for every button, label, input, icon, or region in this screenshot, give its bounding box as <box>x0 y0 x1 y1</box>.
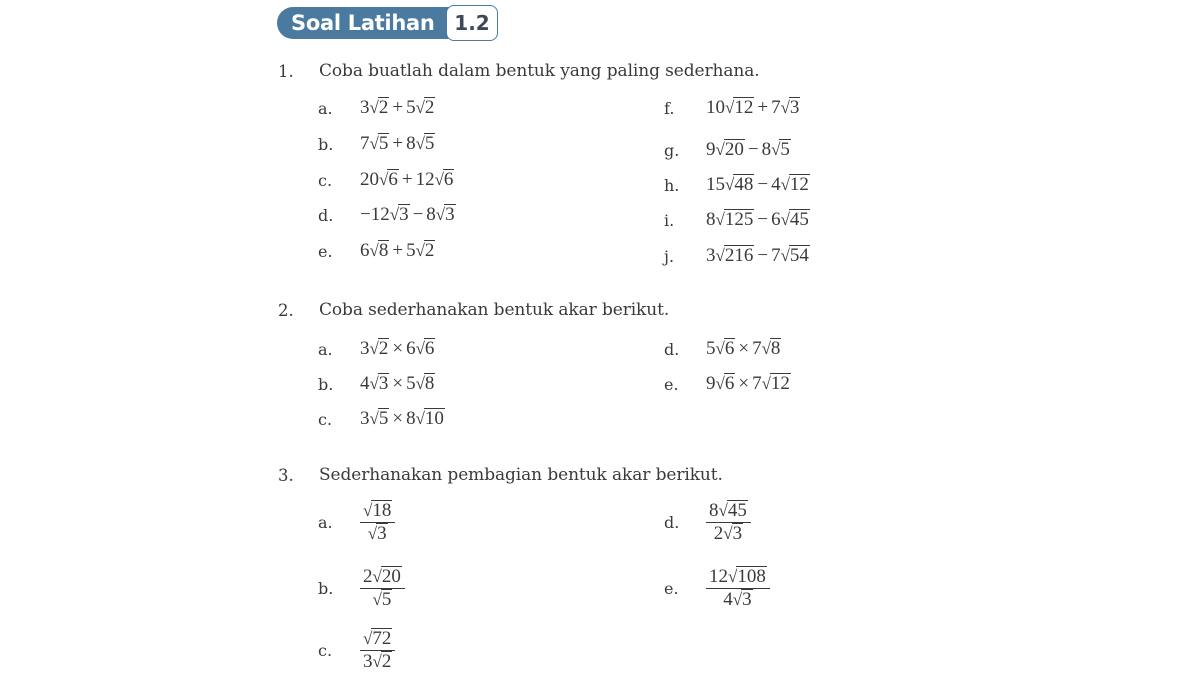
exercise-item <box>318 338 435 360</box>
item-label: e. <box>664 579 679 599</box>
math-expression <box>706 174 810 196</box>
coefficient: 9 <box>706 139 716 160</box>
operator: × <box>392 338 404 359</box>
exercise-item <box>664 174 810 196</box>
radicand: 72 <box>372 628 392 649</box>
sqrt-icon: √ <box>367 524 378 544</box>
radical-term <box>360 338 389 360</box>
radicand: 2 <box>378 338 389 359</box>
numerator <box>360 500 395 522</box>
exercise-item <box>318 408 445 430</box>
coefficient: 7 <box>752 373 762 394</box>
radical-term <box>771 174 810 196</box>
radical-term <box>771 209 810 231</box>
radical-term <box>360 240 389 262</box>
sqrt-icon: √ <box>715 140 725 159</box>
operator: × <box>392 373 404 394</box>
exercise-item <box>318 169 454 191</box>
radical-term <box>426 204 455 226</box>
item-label: e. <box>664 374 679 394</box>
math-expression <box>360 133 435 155</box>
sqrt-icon: √ <box>434 170 444 189</box>
sqrt-icon: √ <box>761 339 771 358</box>
item-label: c. <box>318 409 333 429</box>
radical-term <box>360 169 399 191</box>
radical-term <box>360 133 389 155</box>
item-label: b. <box>318 374 334 394</box>
radical-term <box>706 373 735 395</box>
item-label: d. <box>318 205 334 225</box>
item-label: c. <box>318 170 333 190</box>
denominator <box>365 523 391 545</box>
exercise-item <box>664 500 751 545</box>
sqrt-icon: √ <box>723 524 733 544</box>
sqrt-icon: √ <box>369 134 379 153</box>
math-expression <box>706 373 791 395</box>
sqrt-icon: √ <box>415 409 425 428</box>
item-label: d. <box>664 513 680 533</box>
radical-term <box>709 566 767 588</box>
radicand: 3 <box>399 204 409 225</box>
radical-term <box>406 240 435 262</box>
radicand: 216 <box>724 245 754 266</box>
radicand: 45 <box>789 209 809 230</box>
math-expression <box>360 204 456 226</box>
sqrt-icon: √ <box>715 246 725 265</box>
sqrt-icon: √ <box>415 339 425 358</box>
math-expression <box>360 338 435 360</box>
coefficient: 6 <box>360 240 370 261</box>
item-label: b. <box>318 579 334 599</box>
sqrt-icon: √ <box>780 98 790 117</box>
radical-term <box>771 97 800 119</box>
radicand: 6 <box>388 169 398 190</box>
sqrt-icon: √ <box>389 205 400 224</box>
operator: × <box>392 408 404 429</box>
math-expression <box>706 209 810 231</box>
operator: − <box>757 174 769 195</box>
radicand: 5 <box>424 133 435 154</box>
operator: + <box>392 97 404 118</box>
radical-term <box>373 589 393 610</box>
sqrt-icon: √ <box>372 652 382 672</box>
radicand: 12 <box>770 373 790 394</box>
radicand: 5 <box>378 408 389 429</box>
radicand: 20 <box>381 566 401 587</box>
radical-term <box>406 373 435 395</box>
radicand: 2 <box>381 651 392 673</box>
radical-term <box>406 408 445 430</box>
radical-term <box>706 174 754 196</box>
radicand: 3 <box>732 523 743 545</box>
sqrt-icon: √ <box>715 210 725 229</box>
radical-term <box>709 500 748 522</box>
radical-term <box>363 651 392 673</box>
radicand: 20 <box>724 139 744 160</box>
exercise-badge <box>277 5 490 41</box>
exercise-item <box>318 133 435 155</box>
coefficient: 5 <box>706 338 716 359</box>
coefficient: 8 <box>706 209 716 230</box>
math-expression <box>706 245 810 267</box>
item-label: d. <box>664 339 680 359</box>
sqrt-icon: √ <box>761 374 771 393</box>
operator: × <box>738 338 750 359</box>
exercise-item <box>664 209 810 231</box>
sqrt-icon: √ <box>780 246 790 265</box>
denominator <box>360 651 395 673</box>
coefficient: 8 <box>709 500 719 521</box>
operator: + <box>392 133 404 154</box>
sqrt-icon: √ <box>715 374 725 393</box>
badge-number: 1.2 <box>446 5 498 41</box>
denominator <box>711 523 746 545</box>
sqrt-icon: √ <box>379 170 389 189</box>
math-expression <box>360 240 435 262</box>
sqrt-icon: √ <box>715 339 725 358</box>
operator: − <box>412 204 424 225</box>
radical-term <box>360 204 410 226</box>
radicand: 6 <box>724 373 735 394</box>
exercise-item <box>664 245 810 267</box>
item-label: a. <box>318 339 333 359</box>
exercise-item <box>664 338 781 360</box>
radicand: 3 <box>445 204 455 225</box>
sqrt-icon: √ <box>369 409 379 428</box>
question-1-text: Coba buatlah dalam bentuk yang paling sederhana. <box>319 61 760 81</box>
radicand: 3 <box>789 97 800 118</box>
radicand: 5 <box>780 139 790 160</box>
coefficient: 8 <box>406 408 416 429</box>
sqrt-icon: √ <box>771 140 781 159</box>
exercise-item <box>318 240 435 262</box>
fraction <box>706 566 770 611</box>
coefficient: 8 <box>426 204 436 225</box>
coefficient: 3 <box>706 245 716 266</box>
radicand: 3 <box>377 523 387 545</box>
exercise-item <box>318 97 435 119</box>
coefficient: 15 <box>706 174 725 195</box>
radical-term <box>363 566 402 588</box>
radical-term <box>363 500 392 521</box>
sqrt-icon: √ <box>780 175 790 194</box>
coefficient: 2 <box>713 523 724 545</box>
coefficient: 3 <box>360 408 370 429</box>
exercise-item <box>318 373 435 395</box>
numerator <box>360 566 405 588</box>
operator: − <box>757 209 769 230</box>
coefficient: 10 <box>706 97 725 118</box>
radical-term <box>368 523 388 544</box>
item-label: h. <box>664 175 680 195</box>
coefficient: 6 <box>406 338 416 359</box>
exercise-item <box>318 204 456 226</box>
radical-term <box>771 245 810 267</box>
coefficient: 4 <box>723 589 733 611</box>
radicand: 54 <box>789 245 809 266</box>
radical-term <box>752 373 791 395</box>
item-label: c. <box>318 641 333 661</box>
radicand: 3 <box>742 589 752 611</box>
radicand: 8 <box>424 373 435 394</box>
radicand: 2 <box>378 97 389 118</box>
radical-term <box>706 139 745 161</box>
coefficient: 7 <box>752 338 762 359</box>
numerator <box>706 566 770 588</box>
sqrt-icon: √ <box>372 590 382 610</box>
radical-term <box>752 338 781 360</box>
radicand: 48 <box>734 174 754 195</box>
exercise-item <box>664 566 770 611</box>
math-expression <box>360 373 435 395</box>
item-label: a. <box>318 98 333 118</box>
radicand: 18 <box>372 500 392 521</box>
radical-term <box>360 97 389 119</box>
coefficient: 7 <box>771 245 781 266</box>
item-label: i. <box>664 210 675 230</box>
denominator <box>370 589 396 611</box>
item-label: b. <box>318 134 334 154</box>
coefficient: 12 <box>415 169 435 190</box>
coefficient: 20 <box>360 169 379 190</box>
radicand: 12 <box>789 174 809 195</box>
radicand: 5 <box>378 133 389 154</box>
sqrt-icon: √ <box>718 501 728 520</box>
question-3-number: 3. <box>278 466 294 485</box>
coefficient: 8 <box>406 133 416 154</box>
coefficient: 6 <box>771 209 781 230</box>
radical-term <box>714 523 743 545</box>
sqrt-icon: √ <box>780 210 790 229</box>
radical-term <box>706 97 754 119</box>
exercise-item <box>318 566 405 611</box>
radicand: 12 <box>734 97 754 118</box>
sqrt-icon: √ <box>369 339 379 358</box>
sqrt-icon: √ <box>415 98 425 117</box>
operator: + <box>392 240 404 261</box>
exercise-item <box>664 97 800 119</box>
sqrt-icon: √ <box>363 501 373 520</box>
sqrt-icon: √ <box>372 567 382 586</box>
sqrt-icon: √ <box>363 629 373 648</box>
radical-term <box>360 373 389 395</box>
math-expression <box>706 139 791 161</box>
radical-term <box>406 97 435 119</box>
item-label: a. <box>318 513 333 533</box>
coefficient: 12 <box>709 566 728 587</box>
denominator <box>720 589 755 611</box>
radical-term <box>723 589 752 611</box>
operator: + <box>401 169 413 190</box>
coefficient: 7 <box>360 133 370 154</box>
radicand: 6 <box>443 169 454 190</box>
radical-term <box>363 628 392 649</box>
sqrt-icon: √ <box>728 567 738 586</box>
coefficient: 3 <box>360 97 370 118</box>
radicand: 5 <box>381 589 392 611</box>
sqrt-icon: √ <box>725 98 735 117</box>
radicand: 6 <box>424 338 435 359</box>
sqrt-icon: √ <box>369 374 379 393</box>
math-expression <box>706 338 781 360</box>
sqrt-icon: √ <box>725 175 735 194</box>
radicand: 3 <box>378 373 389 394</box>
exercise-item <box>664 139 791 161</box>
operator: × <box>738 373 750 394</box>
sqrt-icon: √ <box>369 241 379 260</box>
coefficient: 7 <box>771 97 781 118</box>
badge-title: Soal Latihan <box>277 7 479 39</box>
radicand: 2 <box>424 240 435 261</box>
radical-term <box>706 209 754 231</box>
coefficient: 8 <box>761 139 772 160</box>
item-label: f. <box>664 98 675 118</box>
radicand: 125 <box>724 209 754 230</box>
fraction <box>706 500 751 545</box>
math-expression <box>360 408 445 430</box>
math-expression <box>360 97 435 119</box>
coefficient: 3 <box>360 338 370 359</box>
coefficient: 9 <box>706 373 716 394</box>
fraction <box>360 500 395 545</box>
radical-term <box>406 338 435 360</box>
math-expression <box>706 97 800 119</box>
sqrt-icon: √ <box>369 98 379 117</box>
radical-term <box>762 139 791 161</box>
coefficient: 3 <box>363 651 373 673</box>
radicand: 8 <box>770 338 781 359</box>
coefficient: 5 <box>406 240 416 261</box>
radical-term <box>706 245 754 267</box>
exercise-item <box>318 500 395 545</box>
item-label: j. <box>664 246 675 266</box>
question-2-number: 2. <box>278 301 294 320</box>
operator: − <box>757 245 769 266</box>
radical-term <box>416 169 455 191</box>
radicand: 10 <box>424 408 444 429</box>
exercise-item <box>318 628 395 673</box>
exercise-item <box>664 373 791 395</box>
coefficient: −12 <box>360 204 390 225</box>
radicand: 108 <box>737 566 766 587</box>
radicand: 2 <box>424 97 435 118</box>
coefficient: 4 <box>360 373 370 394</box>
item-label: g. <box>664 140 680 160</box>
math-expression <box>360 169 454 191</box>
fraction <box>360 628 395 673</box>
radicand: 8 <box>378 240 389 261</box>
radical-term <box>706 338 735 360</box>
radicand: 45 <box>727 500 747 521</box>
question-3-text: Sederhanakan pembagian bentuk akar berikut. <box>319 465 723 485</box>
radical-term <box>360 408 389 430</box>
coefficient: 2 <box>363 566 373 587</box>
operator: − <box>747 139 759 160</box>
coefficient: 5 <box>406 373 416 394</box>
radical-term <box>406 133 435 155</box>
fraction <box>360 566 405 611</box>
operator: + <box>757 97 769 118</box>
item-label: e. <box>318 241 333 261</box>
sqrt-icon: √ <box>732 590 743 610</box>
question-2-text: Coba sederhanakan bentuk akar berikut. <box>319 300 670 320</box>
coefficient: 5 <box>406 97 416 118</box>
sqrt-icon: √ <box>415 374 425 393</box>
sqrt-icon: √ <box>435 205 446 224</box>
sqrt-icon: √ <box>415 241 425 260</box>
numerator <box>706 500 751 522</box>
coefficient: 4 <box>771 174 781 195</box>
radicand: 6 <box>724 338 735 359</box>
sqrt-icon: √ <box>415 134 425 153</box>
numerator <box>360 628 395 650</box>
question-1-number: 1. <box>278 62 294 81</box>
